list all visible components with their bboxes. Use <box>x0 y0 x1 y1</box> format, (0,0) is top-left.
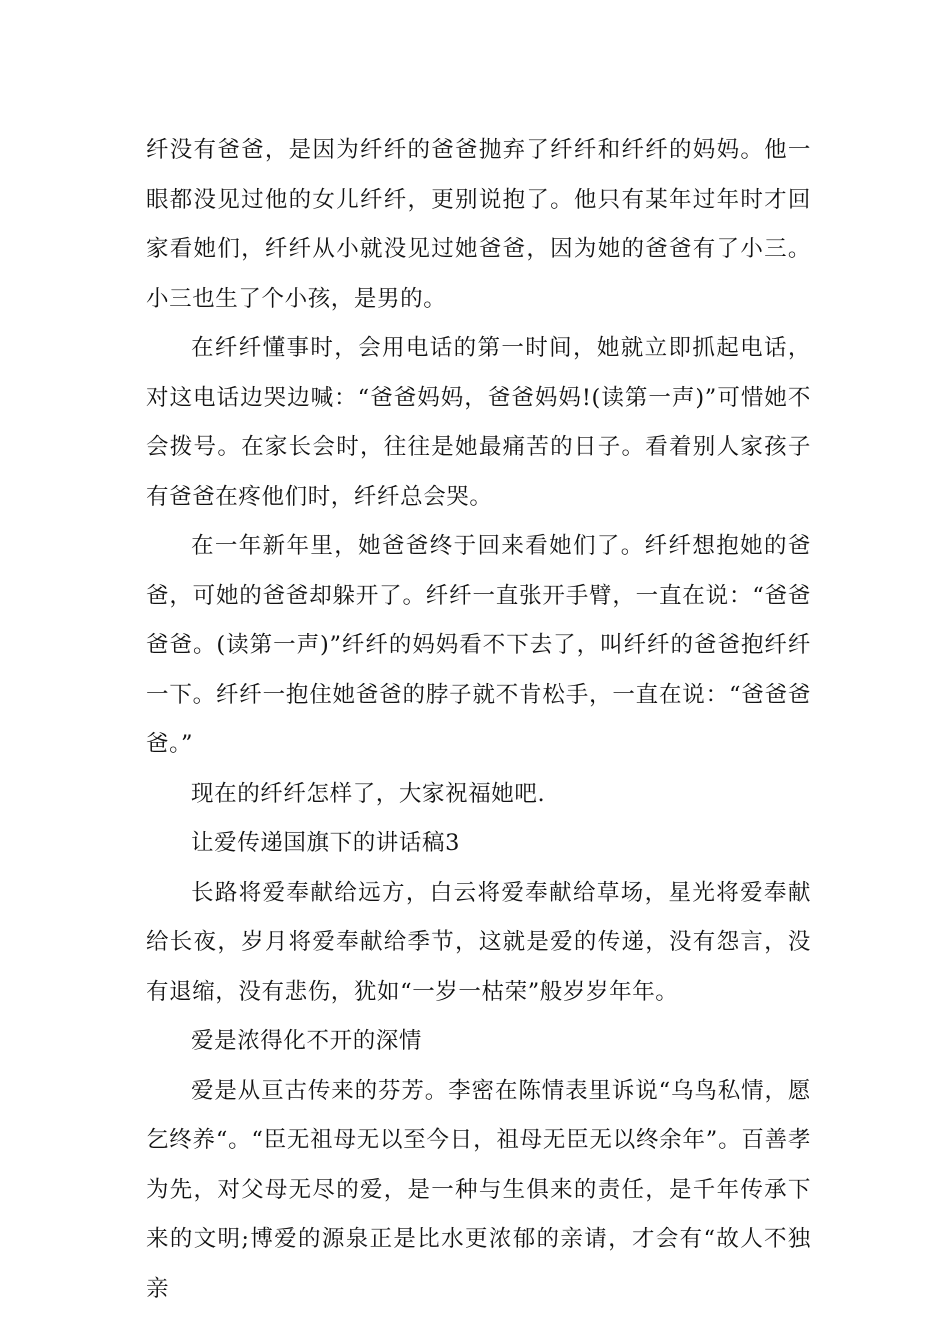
paragraph-8: 爱是从亘古传来的芬芳。李密在陈情表里诉说“乌鸟私情，愿乞终养“。“臣无祖母无以至今日，祖母无臣无以终余年”。百善孝为先，对父母无尽的爱，是一种与生俱来的责任，是千年传承下来的文明;博爱的源泉正是比水更浓郁的亲请，才会有“故人不独亲 <box>146 1077 811 1302</box>
paragraph-4: 现在的纤纤怎样了，大家祝福她吧. <box>191 780 546 807</box>
paragraph-3: 在一年新年里，她爸爸终于回来看她们了。纤纤想抱她的爸爸，可她的爸爸却躲开了。纤纤一直张开手臂，一直在说：“爸爸爸爸。(读第一声)”纤纤的妈妈看不下去了，叫纤纤的爸爸抱纤纤一下。纤纤一抱住她爸爸的脖子就不肯松手，一直在说：“爸爸爸爸。” <box>146 533 811 757</box>
document-body <box>146 126 811 1314</box>
paragraph-1: 纤没有爸爸，是因为纤纤的爸爸抛弃了纤纤和纤纤的妈妈。他一眼都没见过他的女儿纤纤，更别说抱了。他只有某年过年时才回家看她们，纤纤从小就没见过她爸爸，因为她的爸爸有了小三。小三也生了个小孩，是男的。 <box>146 137 811 312</box>
subheading: 爱是浓得化不开的深情 <box>191 1028 423 1054</box>
paragraph-6: 长路将爱奉献给远方，白云将爱奉献给草场，星光将爱奉献给长夜，岁月将爱奉献给季节，这就是爱的传递，没有怨言，没有退缩，没有悲伤，犹如“一岁一枯荣”般岁岁年年。 <box>146 879 811 1005</box>
paragraph-2: 在纤纤懂事时，会用电话的第一时间，她就立即抓起电话，对这电话边哭边喊：“爸爸妈妈，爸爸妈妈!(读第一声)”可惜她不会拨号。在家长会时，往往是她最痛苦的日子。看着别人家孩子有爸爸在疼他们时，纤纤总会哭。 <box>146 335 811 510</box>
section-title: 让爱传递国旗下的讲话稿3 <box>191 830 461 856</box>
